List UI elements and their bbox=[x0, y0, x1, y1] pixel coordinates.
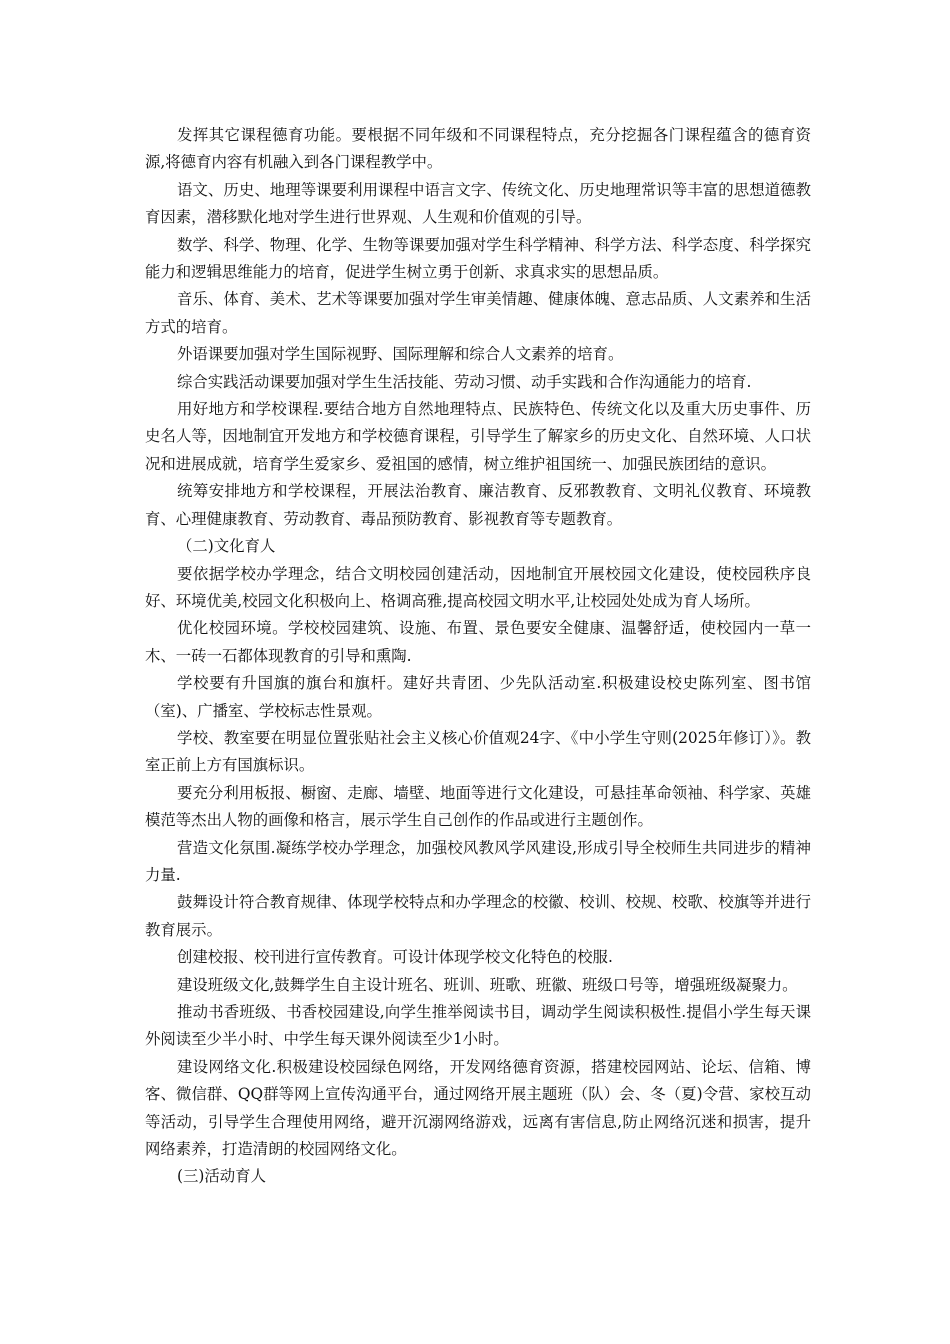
paragraph-reading: 推动书香班级、书香校园建设,向学生推举阅读书目，调动学生阅读积极性.提倡小学生每天课外阅读至少半小时、中学生每天课外阅读至少1小时。 bbox=[145, 1003, 811, 1049]
document-page bbox=[145, 122, 811, 1191]
paragraph-cultural-atmosphere: 营造文化氛围.凝练学校办学理念，加强校风教风学风建设,形成引导全校师生共同进步的精神力量. bbox=[145, 838, 811, 884]
paragraph-posters: 学校、教室要在明显位置张贴社会主义核心价值观24字、《中小学生守则(2025年修订）》。教室正前上方有国旗标识。 bbox=[145, 728, 811, 775]
paragraph-special-education: 统筹安排地方和学校课程，开展法治教育、廉洁教育、反邪教教育、文明礼仪教育、环境教育、心理健康教育、劳动教育、毒品预防教育、影视教育等专题教育。 bbox=[145, 482, 811, 528]
section-heading-activities: (三)活动育人 bbox=[177, 1167, 266, 1186]
paragraph-school-newspaper: 创建校报、校刊进行宣传教育。可设计体现学校文化特色的校服. bbox=[177, 948, 613, 967]
paragraph-campus-culture: 要依据学校办学理念，结合文明校园创建活动，因地制宜开展校园文化建设，使校园秩序良好、环境优美,校园文化积极向上、格调高雅,提高校园文明水平,让校园处处成为育人场所。 bbox=[145, 564, 811, 610]
paragraph-other-courses: 发挥其它课程德育功能。要根据不同年级和不同课程特点，充分挖掘各门课程蕴含的德育资源,将德育内容有机融入到各门课程教学中。 bbox=[145, 126, 811, 172]
paragraph-practice-activities: 综合实践活动课要加强对学生生活技能、劳动习惯、动手实践和合作沟通能力的培育. bbox=[177, 372, 752, 391]
paragraph-network-culture: 建设网络文化.积极建设校园绿色网络，开发网络德育资源，搭建校园网站、论坛、信箱、博客、微信群、QQ群等网上宣传沟通平台，通过网络开展主题班（队）会、冬（夏)令营、家校互动等活动，引导学生合理使用网络，避开沉溺网络游戏，远离有害信息,防止网络沉迷和损害，提升网络素养，打造清朗的校园网络文化。 bbox=[145, 1057, 811, 1159]
paragraph-foreign-language: 外语课要加强对学生国际视野、国际理解和综合人文素养的培育。 bbox=[177, 345, 624, 364]
paragraph-class-culture: 建设班级文化,鼓舞学生自主设计班名、班训、班歌、班徽、班级口号等，增强班级凝聚力。 bbox=[177, 975, 798, 994]
paragraph-school-emblem: 鼓舞设计符合教育规律、体现学校特点和办学理念的校徽、校训、校规、校歌、校旗等并进行教育展示。 bbox=[145, 893, 811, 939]
paragraph-arts-courses: 音乐、体育、美术、艺术等课要加强对学生审美情趣、健康体魄、意志品质、人文素养和生活方式的培育。 bbox=[145, 290, 811, 336]
section-heading-culture: （二)文化育人 bbox=[177, 537, 276, 556]
paragraph-boards-walls: 要充分利用板报、橱窗、走廊、墙壁、地面等进行文化建设，可悬挂革命领袖、科学家、英雄模范等杰出人物的画像和格言，展示学生自己创作的作品或进行主题创作。 bbox=[145, 783, 811, 830]
paragraph-chinese-history-geography: 语文、历史、地理等课要利用课程中语言文字、传统文化、历史地理常识等丰富的思想道德教育因素，潜移默化地对学生进行世界观、人生观和价值观的引导。 bbox=[145, 180, 811, 227]
paragraph-flag-facilities: 学校要有升国旗的旗台和旗杆。建好共青团、少先队活动室.积极建设校史陈列室、图书馆（室)、广播室、学校标志性景观。 bbox=[145, 674, 811, 720]
paragraph-science-courses: 数学、科学、物理、化学、生物等课要加强对学生科学精神、科学方法、科学态度、科学探究能力和逻辑思维能力的培育，促进学生树立勇于创新、求真求实的思想品质。 bbox=[145, 235, 811, 282]
paragraph-campus-environment: 优化校园环境。学校校园建筑、设施、布置、景色要安全健康、温馨舒适，使校园内一草一木、一砖一石都体现教育的引导和熏陶. bbox=[145, 619, 811, 665]
paragraph-local-school-courses: 用好地方和学校课程.要结合地方自然地理特点、民族特色、传统文化以及重大历史事件、历史名人等，因地制宜开发地方和学校德育课程，引导学生了解家乡的历史文化、自然环境、人口状况和进展成就，培育学生爱家乡、爱祖国的感情，树立维护祖国统一、加强民族团结的意识。 bbox=[145, 400, 811, 473]
